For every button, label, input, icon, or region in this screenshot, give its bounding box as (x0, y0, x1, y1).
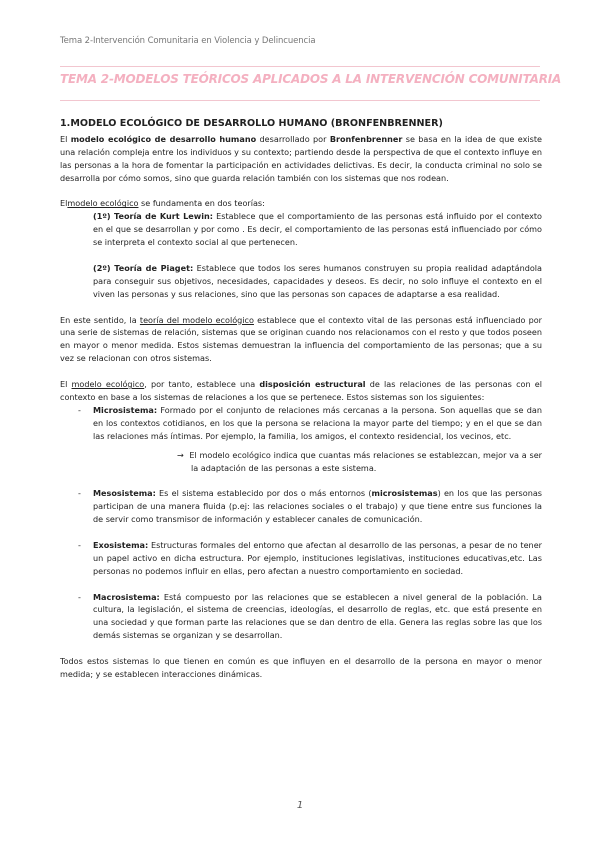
section-heading: 1.MODELO ECOLÓGICO DE DESARROLLO HUMANO (BRONFENBRENNER) (60, 118, 443, 129)
sense-pre: En este sentido, la (60, 314, 140, 325)
list-dash: - (78, 488, 81, 499)
mesosistema-text-2: ) en los que las personas participan de una manera fluida (p.ej: las relaciones sociales o el trabajo) y que tiene entre sus funciones la de servir como transmisor de información y establecer canales de comunicación. (93, 488, 543, 525)
intro-paragraph (60, 133, 542, 185)
theory-lewin (60, 210, 542, 249)
theory-piaget (60, 262, 542, 301)
arrow-note-text: El modelo ecológico indica que cuantas más relaciones se establezcan, mejor va a ser la adaptación de las personas a este sistema. (189, 449, 542, 473)
intro-text-1: El (60, 133, 71, 144)
theory-piaget-label: (2º) Teoría de Piaget: (93, 262, 194, 273)
arrow-note (93, 449, 542, 475)
microsistema-text: Formado por el conjunto de relaciones más cercanas a la persona. Son aquellas que se dan en los contextos cotidianos, en los que la persona se relaciona la mayor parte del tiempo; y en el que se dan las relaciones más íntimas. Por ejemplo, la familia, los amigos, el contexto residencial, los vecinos, etc. (93, 404, 542, 441)
theories-lead (60, 197, 542, 210)
theory-lewin-label: (1º) Teoría de Kurt Lewin: (93, 211, 213, 222)
theory-lewin-text: Establece que el comportamiento de las personas está influido por el contexto en el que se desarrollan y por como . Es decir, el comportamiento de las personas está influenciado por cómo se interpreta el contexto social al que pertenecen. (93, 211, 542, 248)
exosistema-text: Estructuras formales del entorno que afectan al desarrollo de las personas, a pesar de no tener un papel activo en dicha estructura. Por ejemplo, instituciones legislativas, instituciones educativas,etc. Las personas no podemos influir en ellas, pero afectan a nuestro comportamiento en sociedad. (93, 539, 542, 576)
exosistema-label: Exosistema: (93, 539, 149, 550)
microsistema-label: Microsistema: (93, 404, 158, 415)
structure-underlined: modelo ecológico (71, 379, 145, 390)
macrosistema-label: Macrosistema: (93, 591, 160, 602)
structure-pre: El (60, 379, 72, 390)
macrosistema-text: Está compuesto por las relaciones que se establecen a nivel general de la población. La cultura, la legislación, el sistema de creencias, ideologías, el desarrollo de reglas, etc. que está presente en una sociedad y que forman parte las relaciones que se dan dentro de ella. Genera las reglas sobre las que los demás sistemas se organizan y se desarrollan. (93, 591, 542, 641)
list-item-macrosistema (60, 591, 542, 643)
title-rule-bottom (60, 100, 540, 101)
list-dash: - (78, 404, 81, 415)
structure-bold: disposición estructural (259, 379, 366, 390)
page-title: TEMA 2-MODELOS TEÓRICOS APLICADOS A LA INTERVENCIÓN COMUNITARIA (60, 72, 562, 86)
mesosistema-label: Mesosistema: (93, 488, 156, 499)
intro-text-2: desarrollado por (256, 133, 330, 144)
sense-post: establece que el contexto vital de las personas está influenciado por una serie de sistemas de relación, sistemas que se originan cuando nos relacionamos con el resto y que todos poseen en mayor o menor medida. Estos sistemas demuestran la influencia del comportamiento de las personas; que a su vez se relacionan con otros sistemas. (60, 314, 542, 364)
list-item-mesosistema (60, 487, 542, 526)
list-dash: - (78, 539, 81, 550)
theories-lead-post: se fundamenta en dos teorías: (138, 198, 265, 209)
mesosistema-bold: microsistemas (371, 488, 438, 499)
document-body (60, 118, 542, 681)
intro-text-3: se basa en la idea de que existe una relación compleja entre los individuos y su contexto; partiendo desde la perspectiva de que el contexto influye en las personas a la hora de fomentar la participación en actividades delictivas. Es decir, la conducta criminal no solo se desarrolla por cómo somos, sino que guarda relación también con los sistemas que nos rodean. (60, 133, 543, 183)
systems-list (60, 404, 542, 642)
list-dash: - (78, 591, 81, 602)
intro-bold-2: Bronfenbrenner (329, 133, 403, 144)
list-item-microsistema (60, 404, 542, 475)
running-header: Tema 2-Intervención Comunitaria en Violencia y Delincuencia (60, 36, 316, 46)
structure-mid: , por tanto, establece una (144, 379, 260, 390)
arrow-icon: → (177, 449, 184, 460)
page-number: 1 (296, 800, 304, 811)
theories-lead-underlined: modelo ecológico (67, 198, 139, 209)
structure-post: de las relaciones de las personas con el contexto en base a los sistemas de relaciones a los que se pertenece. Estos sistemas son los siguientes: (60, 379, 542, 402)
conclusion-paragraph: Todos estos sistemas lo que tienen en común es que influyen en el desarrollo de la persona en mayor o menor medida; y se establecen interacciones dinámicas. (60, 656, 542, 679)
theory-piaget-text: Establece que todos los seres humanos construyen su propia realidad adaptándola para conseguir sus objetivos, necesidades, capacidades y deseos. Es decir, no solo influye el contexto en el viven las personas y sus relaciones, sino que las personas son capaces de adaptarse a esa realidad. (93, 262, 542, 299)
structure-paragraph (60, 378, 542, 404)
title-rule-top (60, 66, 540, 67)
theories-lead-pre: El (60, 198, 68, 209)
intro-bold-1: modelo ecológico de desarrollo humano (70, 133, 257, 144)
mesosistema-text-1: Es el sistema establecido por dos o más entornos ( (155, 488, 372, 499)
sense-paragraph (60, 314, 542, 366)
list-item-exosistema (60, 539, 542, 578)
sense-underlined: teoría del modelo ecológico (139, 314, 254, 325)
